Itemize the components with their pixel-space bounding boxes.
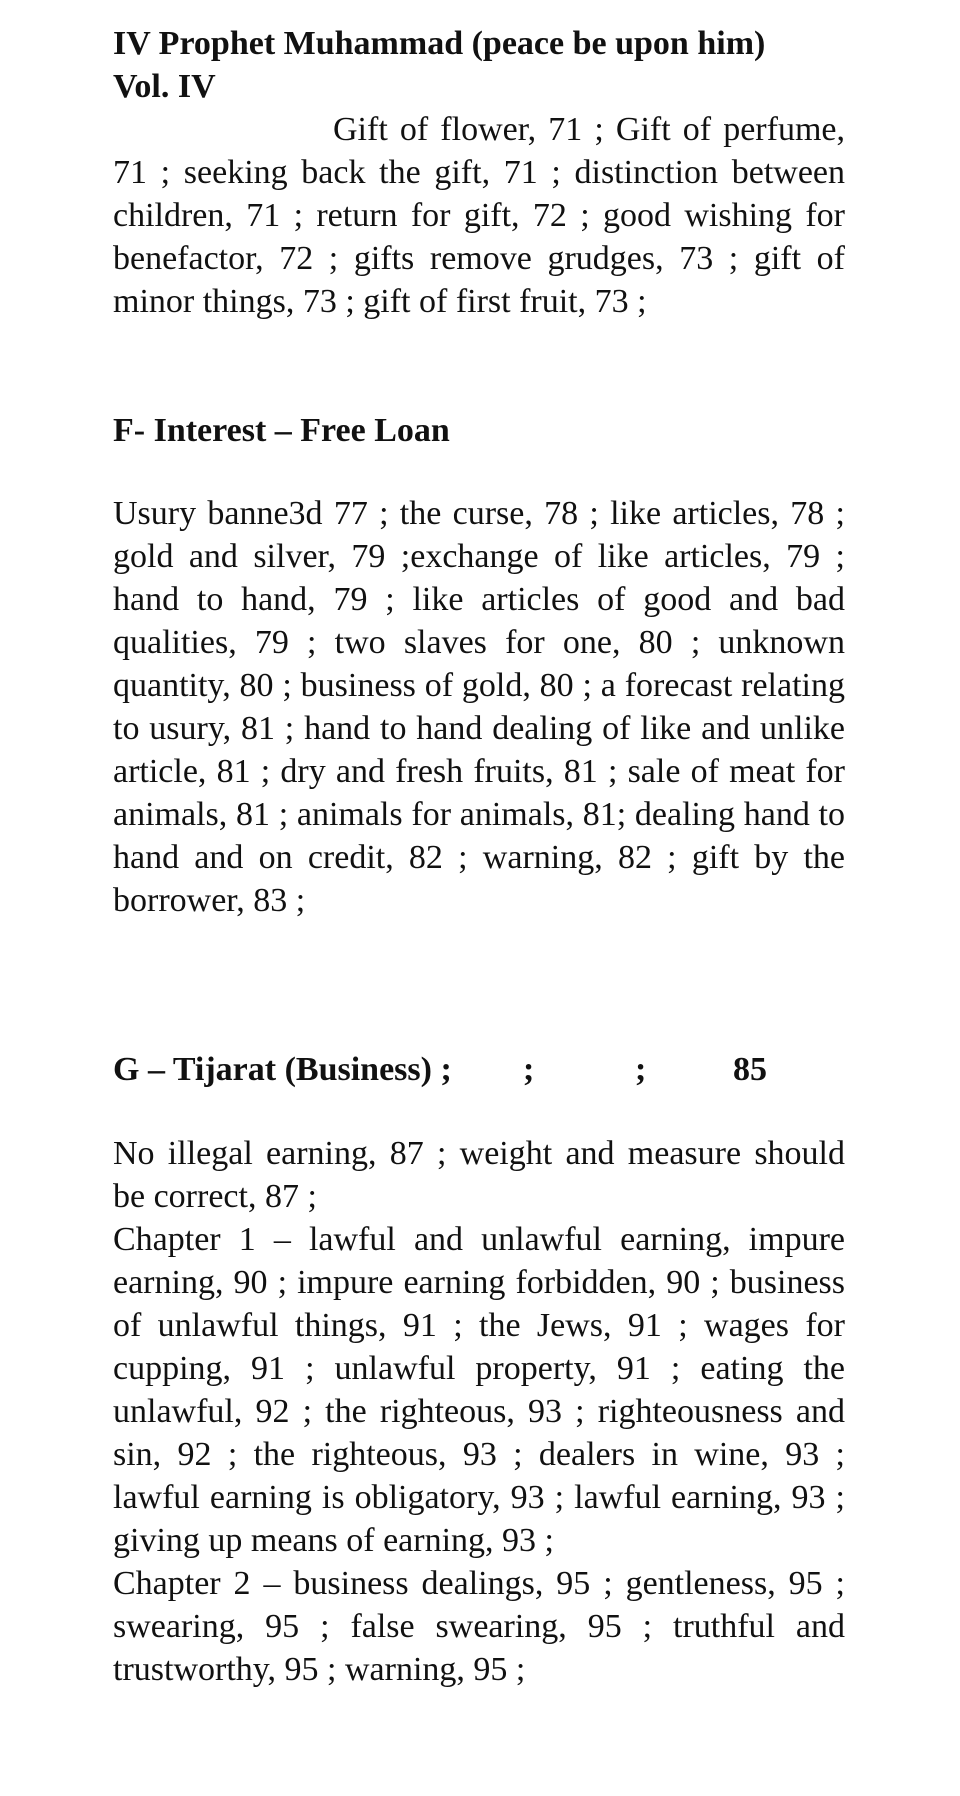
section-g-semicolon-1: ; xyxy=(523,1051,535,1088)
section-vol-iv xyxy=(113,22,845,323)
section-g-semicolon-2: ; xyxy=(635,1051,647,1088)
section-g-para-2: Chapter 1 – lawful and unlawful earning, impure earning, 90 ; impure earning forbidden, 90 ; business of unlawful things, 91 ; the Jews, 91 ; wages for cupping, 91 ; unlawful property, 91 ; eating the unlawful, 92 ; the righteous, 93 ; righteousness and sin, 92 ; the righteous, 93 ; dealers in wine, 93 ; lawful earning is obligatory, 93 ; lawful earning, 93 ; giving up means of earning, 93 ; xyxy=(113,1221,845,1559)
section-f-heading: F- Interest – Free Loan xyxy=(113,412,450,449)
section-g-body xyxy=(113,1132,845,1691)
section-vol-body: Gift of flower, 71 ; Gift of perfume, 71 ; seeking back the gift, 71 ; distinction between children, 71 ; return for gift, 72 ; good wishing for benefactor, 72 ; gifts remove grudges, 73 ; gift of minor things, 73 ; gift of first fruit, 73 ; xyxy=(113,111,845,320)
section-g-heading-row xyxy=(113,1048,845,1091)
section-vol-heading-line1: IV Prophet Muhammad (peace be upon him) xyxy=(113,25,766,62)
section-g-para-3: Chapter 2 – business dealings, 95 ; gentleness, 95 ; swearing, 95 ; false swearing, 95 ; truthful and trustworthy, 95 ; warning, 95 ; xyxy=(113,1565,845,1688)
section-g-page-number: 85 xyxy=(733,1051,767,1088)
section-f-body: Usury banne3d 77 ; the curse, 78 ; like articles, 78 ; gold and silver, 79 ;exchange of like articles, 79 ; hand to hand, 79 ; like articles of good and bad qualities, 79 ; two slaves for one, 80 ; unknown quantity, 80 ; business of gold, 80 ; a forecast relating to usury, 81 ; hand to hand dealing of like and unlike article, 81 ; dry and fresh fruits, 81 ; sale of meat for animals, 81 ; animals for animals, 81; dealing hand to hand and on credit, 82 ; warning, 82 ; gift by the borrower, 83 ; xyxy=(113,495,845,919)
section-g-para-1: No illegal earning, 87 ; weight and measure should be correct, 87 ; xyxy=(113,1135,845,1215)
section-vol-heading-line2: Vol. IV xyxy=(113,68,216,105)
section-g-heading: G – Tijarat (Business) ; xyxy=(113,1051,452,1088)
